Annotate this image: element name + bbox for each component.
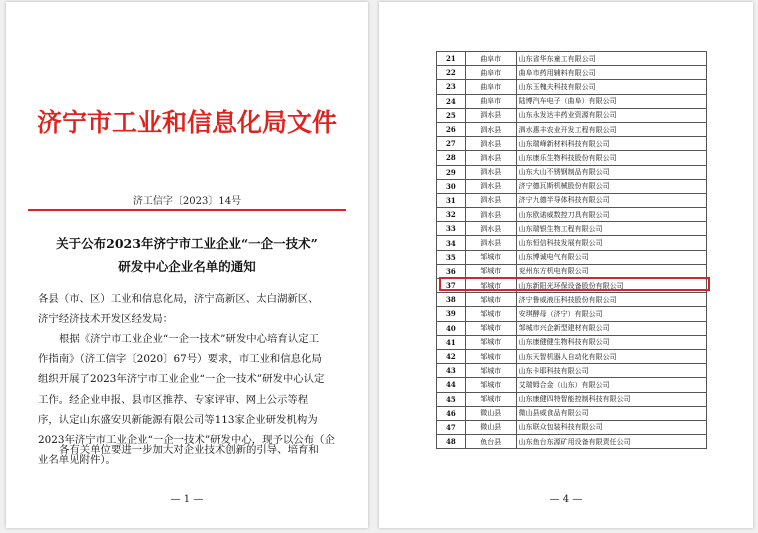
table-row [437, 307, 707, 321]
row-company: 安琪酵母（济宁）有限公司 [516, 307, 706, 321]
row-number: 37 [437, 279, 466, 293]
row-number: 48 [437, 435, 466, 449]
table-row [437, 321, 707, 335]
salutation-line: 济宁经济技术开发区经发局： [38, 313, 174, 326]
row-company: 山东恒信科技发展有限公司 [516, 236, 706, 250]
row-company: 山东瑞峰新材料科技有限公司 [516, 137, 706, 151]
paragraph-line: 各有关单位要进一步加大对企业技术创新的引导、培育和 [59, 444, 319, 456]
row-number: 41 [437, 335, 466, 349]
row-company: 山东鱼台东源矿用设备有限责任公司 [516, 435, 706, 449]
body-paragraph-2 [38, 440, 340, 460]
row-number: 43 [437, 364, 466, 378]
document-title [16, 232, 358, 278]
right-document-page [379, 2, 753, 528]
row-county: 泗水县 [465, 108, 516, 122]
row-number: 25 [437, 108, 466, 122]
row-number: 39 [437, 307, 466, 321]
row-company: 济宁德瓦斯机械股份有限公司 [516, 179, 706, 193]
paragraph-line: 业名单见附件）。 [38, 454, 116, 467]
row-company: 山东天智机器人自动化有限公司 [516, 349, 706, 363]
paragraph-line: 作指南》（济工信字〔2020〕67号）要求，市工业和信息化局 [38, 353, 322, 366]
row-number: 47 [437, 420, 466, 434]
row-county: 泗水县 [465, 222, 516, 236]
row-county: 泗水县 [465, 208, 516, 222]
row-county: 邹城市 [465, 335, 516, 349]
row-number: 23 [437, 80, 466, 94]
row-county: 邹城市 [465, 392, 516, 406]
row-number: 28 [437, 151, 466, 165]
table-row [437, 52, 707, 66]
table-row [437, 406, 707, 420]
row-number: 45 [437, 392, 466, 406]
row-county: 泗水县 [465, 193, 516, 207]
salutation-line: 各县（市、区）工业和信息化局，济宁高新区、太白湖新区、 [38, 293, 319, 305]
row-company: 济宁九德半导体科技有限公司 [516, 193, 706, 207]
row-company: 山东省华东童工有限公司 [516, 52, 706, 66]
row-number: 21 [437, 52, 466, 66]
row-county: 泗水县 [465, 236, 516, 250]
row-company: 邹城市兴企新型建材有限公司 [516, 321, 706, 335]
table-row [437, 435, 707, 449]
row-number: 40 [437, 321, 466, 335]
table-row [437, 349, 707, 363]
left-document-page [6, 2, 368, 528]
row-number: 27 [437, 137, 466, 151]
row-county: 曲阜市 [465, 80, 516, 94]
row-number: 30 [437, 179, 466, 193]
paragraph-line: 2023年济宁市工业企业“一企一技术”研发中心，现予以公布（企 [38, 434, 335, 447]
row-county: 泗水县 [465, 122, 516, 136]
table-row [437, 80, 707, 94]
row-company: 山东卡耶科技有限公司 [516, 364, 706, 378]
row-company: 陆博汽车电子（曲阜）有限公司 [516, 94, 706, 108]
row-county: 鱼台县 [465, 435, 516, 449]
row-county: 曲阜市 [465, 52, 516, 66]
row-county: 邹城市 [465, 293, 516, 307]
row-company: 山东康健四特智能控制科技有限公司 [516, 392, 706, 406]
row-number: 44 [437, 378, 466, 392]
row-county: 邹城市 [465, 264, 516, 278]
row-county: 微山县 [465, 406, 516, 420]
row-county: 邹城市 [465, 321, 516, 335]
row-number: 38 [437, 293, 466, 307]
row-county: 邹城市 [465, 307, 516, 321]
row-number: 35 [437, 250, 466, 264]
table-row [437, 165, 707, 179]
row-number: 32 [437, 208, 466, 222]
table-row [437, 392, 707, 406]
row-county: 曲阜市 [465, 94, 516, 108]
page-number: — 4 — [549, 494, 583, 505]
row-company: 艾瑞姆合金（山东）有限公司 [516, 378, 706, 392]
table-row [437, 293, 707, 307]
table-row [437, 94, 707, 108]
document-header: 济宁市工业和信息化局文件 [36, 108, 337, 137]
row-number: 29 [437, 165, 466, 179]
row-company: 山东联众包装科技有限公司 [516, 420, 706, 434]
title-line-1: 关于公布2023年济宁市工业企业“一企一技术” [56, 236, 318, 251]
table-row [437, 420, 707, 434]
row-company: 山东欧诺威数控刀具有限公司 [516, 208, 706, 222]
row-county: 泗水县 [465, 165, 516, 179]
row-county: 邹城市 [465, 279, 516, 293]
row-company: 山东永发达丰药业资源有限公司 [516, 108, 706, 122]
row-number: 42 [437, 349, 466, 363]
paragraph-line: 组织开展了2023年济宁市工业企业“一企一技术”研发中心认定 [38, 373, 325, 386]
row-county: 泗水县 [465, 179, 516, 193]
table-row [437, 66, 707, 80]
table-row [437, 108, 707, 122]
row-county: 曲阜市 [465, 66, 516, 80]
row-company: 山东大山不锈钢制品有限公司 [516, 165, 706, 179]
table-row [437, 222, 707, 236]
row-number: 22 [437, 66, 466, 80]
row-company: 山东新阳光环保设备股份有限公司 [516, 279, 706, 293]
red-divider-line [28, 209, 346, 211]
row-county: 邹城市 [465, 349, 516, 363]
row-number: 36 [437, 264, 466, 278]
document-number: 济工信字〔2023〕14号 [132, 196, 242, 207]
row-county: 邹城市 [465, 250, 516, 264]
row-company: 微山县威食品有限公司 [516, 406, 706, 420]
row-company: 山东康健健生物科技有限公司 [516, 335, 706, 349]
row-company: 泗水惠丰农业开发工程有限公司 [516, 122, 706, 136]
table-row [437, 208, 707, 222]
row-company: 山东康乐生物科技股份有限公司 [516, 151, 706, 165]
table-row [437, 193, 707, 207]
row-number: 31 [437, 193, 466, 207]
paragraph-line: 工作。经企业申报、县市区推荐、专家评审、网上公示等程 [38, 393, 309, 406]
table-row [437, 179, 707, 193]
row-number: 33 [437, 222, 466, 236]
row-number: 46 [437, 406, 466, 420]
row-county: 泗水县 [465, 137, 516, 151]
row-company: 兖州东方机电有限公司 [516, 264, 706, 278]
row-company: 山东博诚电气有限公司 [516, 250, 706, 264]
row-company: 山东瑞银生物工程有限公司 [516, 222, 706, 236]
page-number: — 1 — [170, 494, 204, 505]
row-number: 26 [437, 122, 466, 136]
table-row [437, 137, 707, 151]
table-row [437, 364, 707, 378]
table-row [437, 151, 707, 165]
row-county: 邹城市 [465, 378, 516, 392]
table-row [437, 236, 707, 250]
row-number: 34 [437, 236, 466, 250]
paragraph-line: 序，认定山东盛安贝新能源有限公司等113家企业研发机构为 [38, 413, 318, 426]
salutation [38, 289, 340, 329]
row-county: 微山县 [465, 420, 516, 434]
table-row [437, 122, 707, 136]
paragraph-line: 根据《济宁市工业企业“一企一技术”研发中心培育认定工 [59, 333, 319, 345]
table-row [437, 335, 707, 349]
row-county: 泗水县 [465, 151, 516, 165]
title-line-2: 研发中心企业名单的通知 [118, 259, 256, 274]
row-county: 邹城市 [465, 364, 516, 378]
highlight-box [439, 277, 710, 291]
row-company: 山东玉槐夫科技有限公司 [516, 80, 706, 94]
row-company: 曲阜市药用辅料有限公司 [516, 66, 706, 80]
table-row [437, 378, 707, 392]
row-company: 济宁鲁威液压科技股份有限公司 [516, 293, 706, 307]
company-list-table [436, 51, 707, 449]
table-row [437, 250, 707, 264]
row-number: 24 [437, 94, 466, 108]
